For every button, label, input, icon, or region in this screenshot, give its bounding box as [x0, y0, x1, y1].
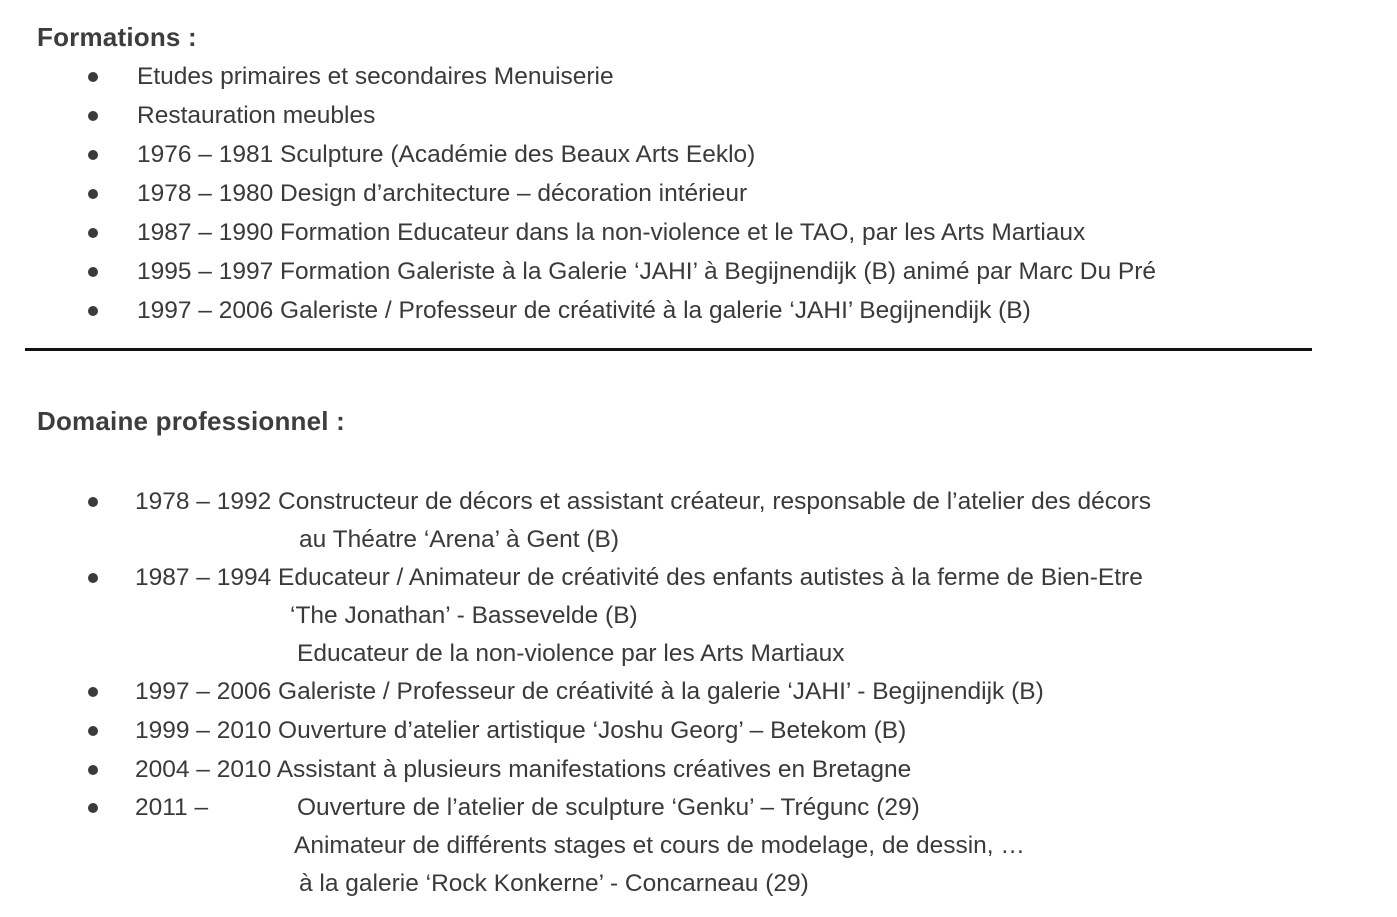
bullet-icon	[88, 687, 98, 697]
formations-item: 1987 – 1990 Formation Educateur dans la non-violence et le TAO, par les Arts Martiaux	[137, 219, 1086, 246]
formations-item: Etudes primaires et secondaires Menuiserie	[137, 63, 614, 90]
bullet-icon	[88, 228, 98, 238]
bullet-icon	[88, 306, 98, 316]
domaine-item-line: Educateur de la non-violence par les Arts Martiaux	[297, 640, 845, 667]
section-divider	[25, 348, 1312, 351]
domaine-item-line: 1997 – 2006 Galeriste / Professeur de créativité à la galerie ‘JAHI’ - Begijnendijk (B)	[135, 678, 1044, 705]
domaine-item-year: 2011 –	[135, 794, 209, 821]
domaine-item-line: à la galerie ‘Rock Konkerne’ - Concarneau (29)	[299, 870, 809, 897]
domaine-item-line: Animateur de différents stages et cours de modelage, de dessin, …	[294, 832, 1025, 859]
formations-item: 1997 – 2006 Galeriste / Professeur de créativité à la galerie ‘JAHI’ Begijnendijk (B)	[137, 297, 1031, 324]
bullet-icon	[88, 765, 98, 775]
formations-item: 1976 – 1981 Sculpture (Académie des Beaux Arts Eeklo)	[137, 141, 756, 168]
domaine-item-line: 2004 – 2010 Assistant à plusieurs manifestations créatives en Bretagne	[135, 756, 912, 783]
bullet-icon	[88, 189, 98, 199]
bullet-icon	[88, 497, 98, 507]
domaine-item-line: 1999 – 2010 Ouverture d’atelier artistique ‘Joshu Georg’ – Betekom (B)	[135, 717, 907, 744]
domaine-item-line: ‘The Jonathan’ - Bassevelde (B)	[290, 602, 638, 629]
bullet-icon	[88, 573, 98, 583]
domaine-item-line: 1978 – 1992 Constructeur de décors et assistant créateur, responsable de l’atelier des décors	[135, 488, 1151, 515]
formations-item: Restauration meubles	[137, 102, 376, 129]
domaine-item-line: au Théatre ‘Arena’ à Gent (B)	[299, 526, 620, 553]
formations-item: 1995 – 1997 Formation Galeriste à la Galerie ‘JAHI’ à Begijnendijk (B) animé par Marc Du Pré	[137, 258, 1157, 285]
domaine-item-line: Ouverture de l’atelier de sculpture ‘Genku’ – Trégunc (29)	[297, 794, 920, 821]
bullet-icon	[88, 72, 98, 82]
formations-item: 1978 – 1980 Design d’architecture – décoration intérieur	[137, 180, 748, 207]
bullet-icon	[88, 111, 98, 121]
bullet-icon	[88, 803, 98, 813]
formations-heading: Formations :	[37, 22, 197, 52]
bullet-icon	[88, 726, 98, 736]
bullet-icon	[88, 267, 98, 277]
domaine-item-line: 1987 – 1994 Educateur / Animateur de créativité des enfants autistes à la ferme de Bien-Etre	[135, 564, 1143, 591]
bullet-icon	[88, 150, 98, 160]
domaine-heading: Domaine professionnel :	[37, 406, 345, 436]
